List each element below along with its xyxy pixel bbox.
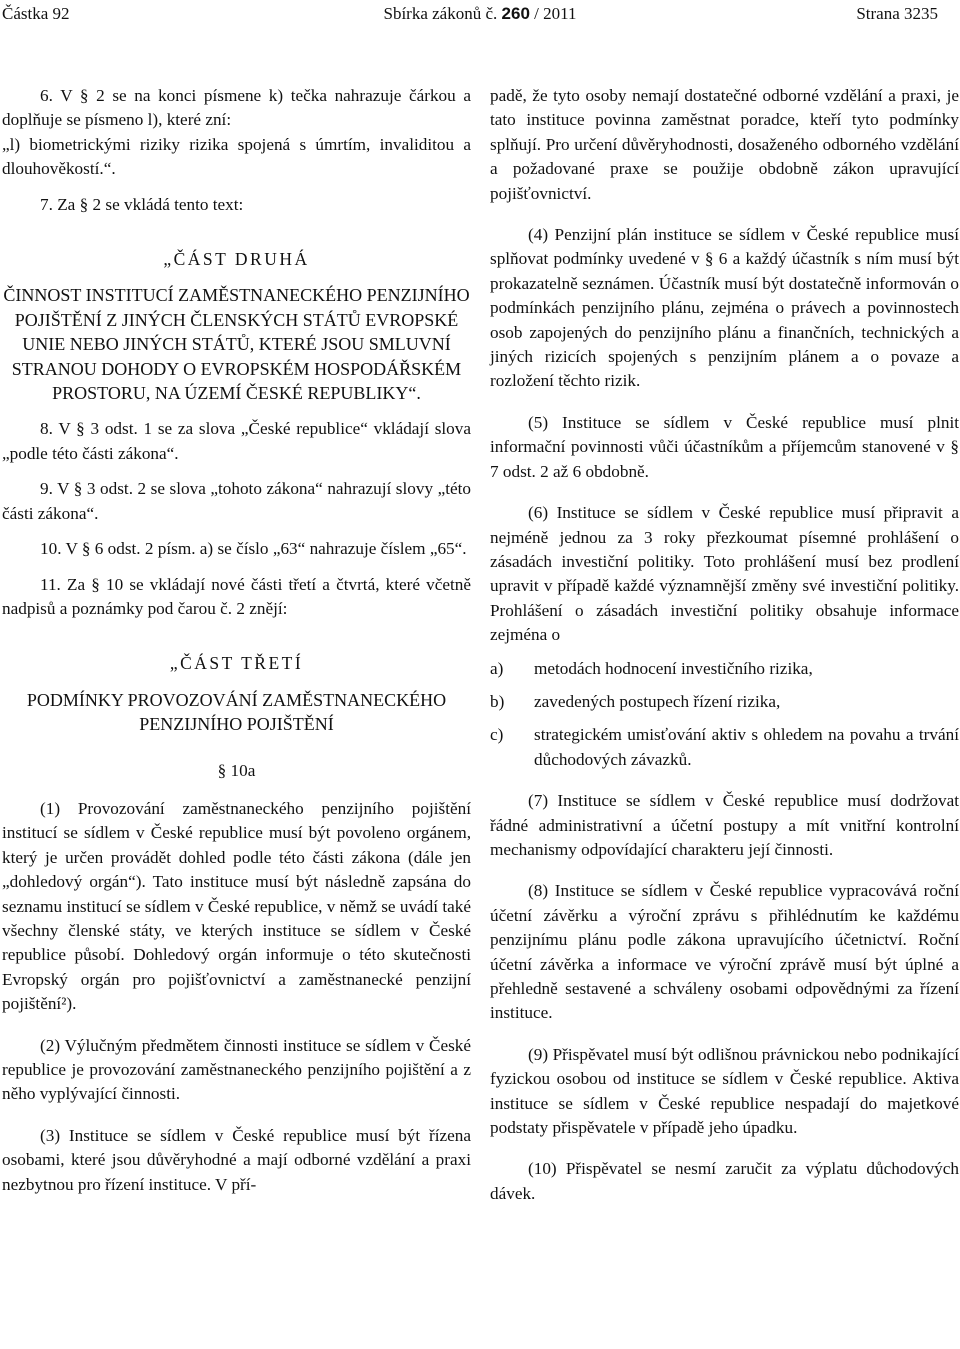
- point-6: 6. V § 2 se na konci písmene k) tečka nahrazuje čárkou a doplňuje se písmeno l), které zní:: [2, 86, 471, 130]
- left-column: [2, 84, 471, 1197]
- subsection-10: (10) Přispěvatel se nesmí zaručit za výplatu důchodových dávek.: [490, 1159, 959, 1203]
- point-8: 8. V § 3 odst. 1 se za slova „České republice“ vkládají slova „podle této části zákona“.: [2, 419, 471, 463]
- subsection-6: (6) Instituce se sídlem v České republice musí připravit a nejméně jednou za 3 roky přezkoumat písemné prohlášení o zásadách investiční politiky. Toto prohlášení musí bez prodlení upravit v případě každé významnější změny své investiční politiky. Prohlášení o zásadách investiční politiky obsahuje informace zejména o: [490, 503, 959, 645]
- subsection-3-continued: padě, že tyto osoby nemají dostatečné odborné vzdělání a praxi, je tato instituce povinna zaměstnat poradce, kteří tyto podmínky splňují. Pro určení důvěryhodnosti, dosaženého odborného vzdělání a požadované praxe se použije obdobně zákon upravující pojišťovnictví.: [490, 86, 959, 203]
- list-label: a): [490, 658, 504, 678]
- header-issue: Částka 92: [2, 4, 70, 23]
- point-7: 7. Za § 2 se vkládá tento text:: [40, 194, 244, 214]
- section-10a-heading: § 10a: [217, 760, 256, 780]
- list-label: b): [490, 691, 505, 711]
- list-text: zavedených postupech řízení rizika,: [534, 691, 781, 711]
- list-label: c): [490, 725, 504, 745]
- subsection-4: (4) Penzijní plán instituce se sídlem v České republice musí splňovat podmínky uvedené v § 6 a každý účastník s ním musí být prokazatelně seznámen. Účastník musí být dostatečně informován o podmínkách penzijního plánu, zejména o právech a povinnostech osob zapojených do penzijního plánu a finančních, technických a jiných rizicích spojených s penzijním plánem a o povaze a rozložení těchto rizik.: [490, 225, 959, 391]
- list-text: metodách hodnocení investičního rizika,: [534, 658, 813, 678]
- page-header: [0, 4, 960, 30]
- list-item-b: [490, 690, 959, 714]
- list-item-a: [490, 657, 959, 681]
- point-10: 10. V § 6 odst. 2 písm. a) se číslo „63“ nahrazuje číslem „65“.: [40, 539, 467, 559]
- header-collection-suffix: / 2011: [529, 4, 577, 23]
- header-collection-prefix: Sbírka zákonů č.: [383, 4, 502, 23]
- point-11: 11. Za § 10 se vkládají nové části třetí a čtvrtá, které včetně nadpisů a poznámky pod čarou č. 2 znějí:: [2, 574, 471, 618]
- header-collection: [0, 4, 960, 24]
- subsection-5: (5) Instituce se sídlem v České republice musí plnit informační povinnosti vůči účastníkům a příjemcům stanovené v § 7 odst. 2 až 6 obdobně.: [490, 412, 959, 481]
- subsection-8: (8) Instituce se sídlem v České republice vypracovává roční účetní závěrku a výroční zprávu s přihlédnutím ke každému penzijnímu plánu podle zákona upravujícího účetnictví. Roční účetní závěrka a informace ve výroční zprávě musí být úplné a přehledně sestavené a schváleny osobami odpovědnými za řízení instituce.: [490, 881, 959, 1023]
- part-three-heading: PODMÍNKY PROVOZOVÁNÍ ZAMĚSTNANECKÉHO PENZIJNÍHO POJIŠTĚNÍ: [26, 689, 447, 735]
- subsection-1: (1) Provozování zaměstnaneckého penzijního pojištění institucí se sídlem v České republice musí být povoleno orgánem, který je určen provádět dohled podle této části zákona (dále jen „dohledový orgán“). Tato instituce musí být následně zapsána do seznamu institucí se sídlem v České republice, v němž se uvádí také všechny členské státy, ve kterých instituce se sídlem v České republice působí. Dohledový orgán informuje o této skutečnosti Evropský orgán pro pojišťovnictví a zaměstnanecké penzijní pojištění²).: [2, 798, 471, 1014]
- header-collection-number: 260: [501, 4, 530, 23]
- subsection-3: (3) Instituce se sídlem v České republice musí být řízena osobami, které jsou důvěryhodné a mají odborné vzdělání a praxi nezbytnou pro řízení instituce. V pří-: [2, 1125, 471, 1194]
- point-6-quote: „l) biometrickými riziky rizika spojená s úmrtím, invaliditou a dlouhověkostí.“.: [2, 134, 471, 179]
- subsection-7: (7) Instituce se sídlem v České republice musí dodržovat řádné administrativní a účetní postupy a mít vnitřní kontrolní mechanismy odpovídající charakteru její činnosti.: [490, 791, 959, 859]
- subsection-9: (9) Přispěvatel musí být odlišnou právnickou nebo podnikající fyzickou osobou od instituce se sídlem v České republice. Aktiva instituce se sídlem v České republice nespadají do majetkové podstaty přispěvatele v případě jeho úpadku.: [490, 1044, 959, 1138]
- part-two-heading: ČINNOST INSTITUCÍ ZAMĚSTNANECKÉHO PENZIJNÍHO POJIŠTĚNÍ Z JINÝCH ČLENSKÝCH STÁTŮ EVROPSKÉ UNIE NEBO JINÝCH STÁTŮ, KTERÉ JSOU SMLUVNÍ STRANOU DOHODY O EVROPSKÉM HOSPODÁŘSKÉM PROSTORU, NA ÚZEMÍ ČESKÉ REPUBLIKY“.: [3, 285, 470, 404]
- point-9: 9. V § 3 odst. 2 se slova „tohoto zákona“ nahrazují slovy „této části zákona“.: [2, 479, 471, 523]
- subsection-2: (2) Výlučným předmětem činnosti instituce se sídlem v České republice je provozování zaměstnaneckého penzijního pojištění a z něho vyplývající činnosti.: [2, 1035, 471, 1104]
- list-item-c: [490, 723, 959, 772]
- right-column: [490, 84, 959, 1206]
- header-page-number: Strana 3235: [856, 4, 938, 23]
- list-text: strategickém umisťování aktiv s ohledem na povahu a trvání důchodových závazků.: [534, 725, 959, 769]
- part-three-title: „ČÁST TŘETÍ: [169, 653, 304, 674]
- part-two-title: „ČÁST DRUHÁ: [163, 249, 310, 270]
